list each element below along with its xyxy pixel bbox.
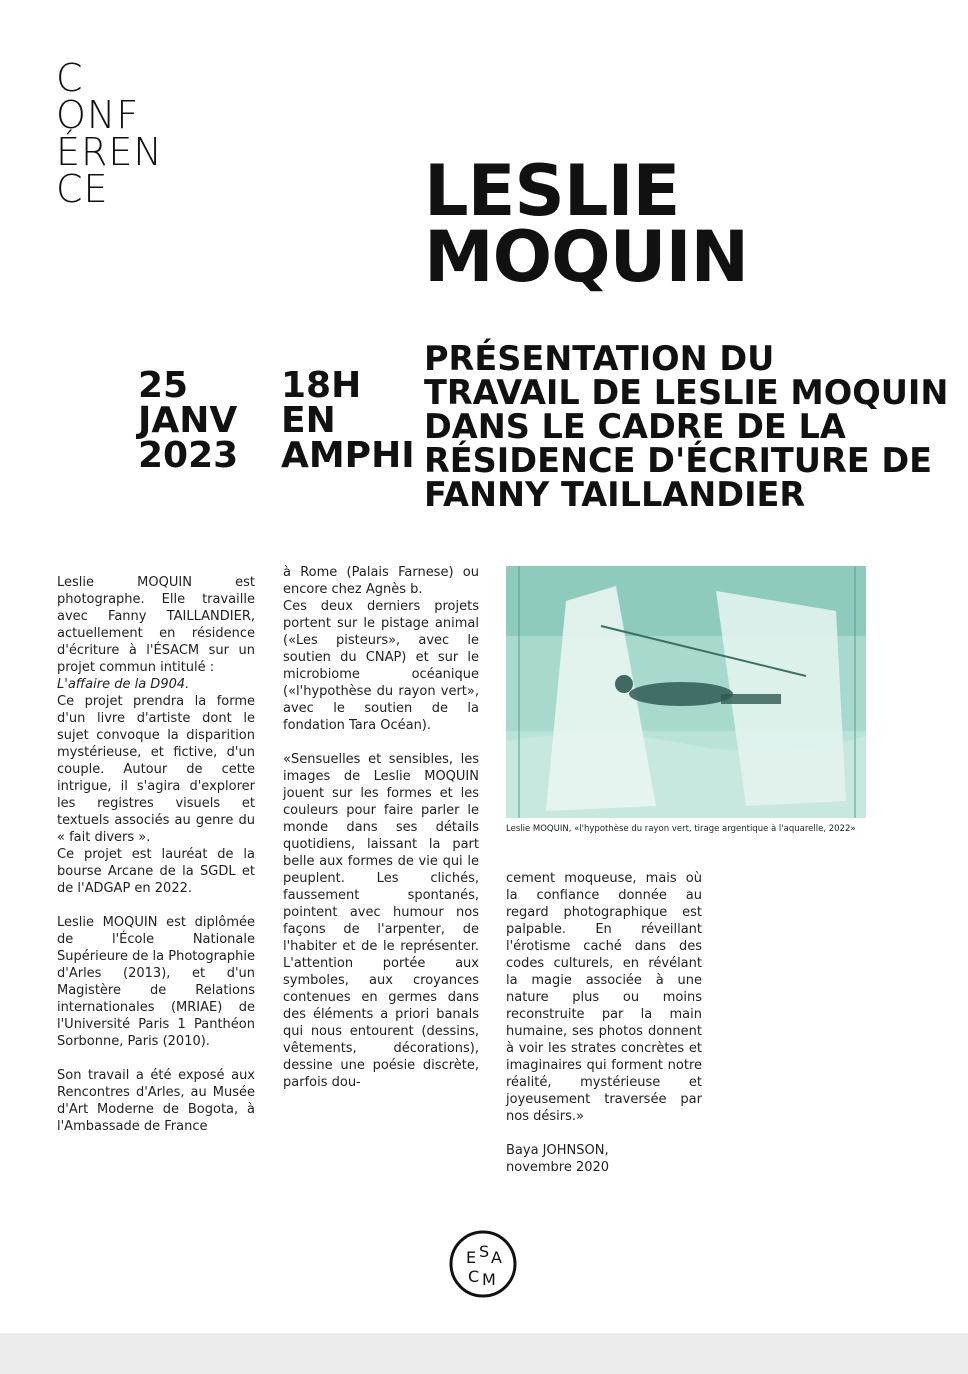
- logo-letter: A: [491, 1248, 502, 1267]
- quote-author: [506, 1142, 702, 1176]
- esacm-logo-mark: [446, 1227, 520, 1301]
- bio-paragraph: Son travail a été exposé aux Rencontres d'Arles, au Musée d'Art Moderne de Bogota, à l'Ambassade de France: [57, 1068, 255, 1134]
- event-subtitle: [424, 339, 949, 514]
- bio-paragraph: Leslie MOQUIN est photographe. Elle travaille avec Fanny TAILLANDIER, actuellement en résidence d'écriture à l'ÉSACM sur un projet commun intitulé :: [57, 575, 255, 675]
- logo-letter: S: [479, 1242, 490, 1261]
- event-time: 18H: [281, 365, 362, 406]
- speaker-last-name: MOQUIN: [424, 216, 749, 298]
- text-column-2: [283, 564, 479, 1091]
- text-column-3: [506, 870, 702, 1176]
- event-type-line: CE: [56, 167, 109, 211]
- bio-paragraph: Leslie MOQUIN est diplômée de l'École Nationale Supérieure de la Photographie d'Arles (2013), et d'un Magistère de Relations internationales (MRIAE) de l'Université Paris 1 Panthéon Sorbonne, Paris (2010).: [57, 915, 255, 1049]
- date-day: 25: [138, 365, 189, 406]
- logo-letter: E: [466, 1248, 477, 1267]
- quote-paragraph: «Sensuelles et sensibles, les images de Leslie MOQUIN jouent sur les formes et les couleurs pour faire parler le monde dans ses détails quotidiens, laissant la part belle aux formes de vie qui le peuplent. Les clichés, faussement spontanés, pointent avec humour nos façons de l'arpenter, de l'habiter et de le représenter. L'attention portée aux symboles, aux croyances contenues en germes dans des éléments a priori banals qui nous entourent (dessins, vêtements, décorations), dessine une poésie discrète, parfois dou-: [283, 752, 479, 1090]
- date-year: 2023: [138, 435, 239, 476]
- speaker-first-name: LESLIE: [424, 150, 680, 232]
- event-date: [138, 365, 239, 476]
- bio-paragraph: Ce projet prendra la forme d'un livre d'artiste dont le sujet convoque la disparition mystérieuse, et fictive, d'un couple. Autour de cette intrigue, il s'agira d'explorer les registres visuels et textuels associés au genre du « fait divers ».: [57, 694, 255, 845]
- bio-paragraph: Ce projet est lauréat de la bourse Arcane de la SGDL et de l'ADGAP en 2022.: [57, 847, 255, 896]
- event-type-title: [56, 56, 163, 211]
- speaker-name: [424, 150, 749, 298]
- project-title-text: L'affaire de la D904.: [57, 677, 190, 692]
- project-title: [57, 676, 255, 693]
- event-type-line: ÉREN: [56, 130, 163, 174]
- subtitle-line: TRAVAIL DE LESLIE MOQUIN: [424, 373, 949, 412]
- quote-paragraph: cement moqueuse, mais où la confiance donnée au regard photographique est palpable. En réveillant l'érotisme caché dans des codes culturels, en révélant la magie associée à une nature plus ou moins reconstruite par la main humaine, ses photos donnent à voir les strates concrètes et imaginaires qui forment notre réalité, mystérieuse et joyeusement traversée par nos désirs.»: [506, 871, 702, 1124]
- text-column-1: [57, 574, 255, 1135]
- photo-caption: Leslie MOQUIN, «l'hypothèse du rayon vert, tirage argentique à l'aquarelle, 2022»: [506, 824, 856, 834]
- event-time-location: [281, 365, 415, 476]
- logo-letter: M: [482, 1270, 496, 1289]
- esacm-logo: [446, 1227, 520, 1301]
- subtitle-line: FANNY TAILLANDIER: [424, 475, 806, 514]
- artwork-photo: [506, 566, 866, 818]
- event-type-line: C: [56, 56, 84, 100]
- event-location: AMPHI: [281, 435, 415, 476]
- date-month: JANV: [138, 400, 238, 441]
- subtitle-line: DANS LE CADRE DE LA: [424, 407, 846, 446]
- bio-paragraph: à Rome (Palais Farnese) ou encore chez Agnès b.: [283, 565, 479, 597]
- artwork-photo-illustration: [506, 566, 866, 818]
- location-prefix: EN: [281, 400, 336, 441]
- event-type-line: ONF: [56, 93, 140, 137]
- author-name: Baya JOHNSON,: [506, 1143, 609, 1158]
- bio-paragraph: Ces deux derniers projets portent sur le pistage animal («Les pisteurs», avec le soutien du CNAP) et sur le microbiome océanique («l'hypothèse du rayon vert», avec le soutien de la fondation Tara Océan).: [283, 599, 479, 733]
- author-date: novembre 2020: [506, 1160, 610, 1175]
- subtitle-line: PRÉSENTATION DU: [424, 339, 775, 378]
- logo-letter: C: [468, 1267, 480, 1286]
- subtitle-line: RÉSIDENCE D'ÉCRITURE DE: [424, 441, 933, 480]
